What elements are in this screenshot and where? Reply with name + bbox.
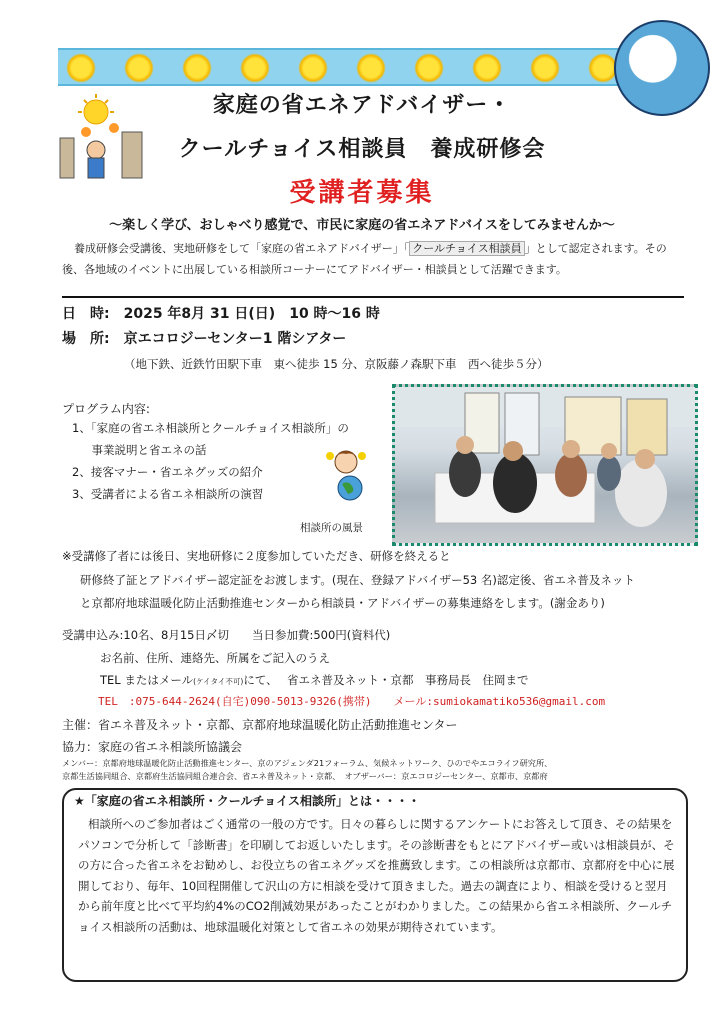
sun-icon bbox=[530, 53, 560, 83]
apply-line-2: お名前、住所、連絡先、所属をご記入のうえ bbox=[100, 651, 330, 665]
program-item: 3、受講者による省エネ相談所の演習 bbox=[72, 487, 264, 501]
title-line-1: 家庭の省エネアドバイザー・ bbox=[212, 93, 512, 118]
sun-icon bbox=[356, 53, 386, 83]
highlight-term: クールチョイス相談員 bbox=[409, 241, 524, 256]
access-info: （地下鉄、近鉄竹田駅下車 東へ徒歩 15 分、京阪藤ノ森駅下車 西へ徒歩５分） bbox=[124, 357, 549, 371]
sun-icon bbox=[182, 53, 212, 83]
subtitle: ～楽しく学び、おしゃべり感覚で、市民に家庭の省エネアドバイスをしてみませんか～ bbox=[109, 218, 615, 233]
event-date: 日 時: 2025 年8月 31 日(日) 10 時～16 時 bbox=[62, 306, 380, 322]
title-line-2: クールチョイス相談員 養成研修会 bbox=[178, 137, 546, 162]
member-line-1: メンバー：京都府地球温暖化防止活動推進センター、京のアジェンダ21フォーラム、気候ネットワーク、ひのでやエコライフ研究所、 bbox=[62, 758, 553, 768]
intro-paragraph: 養成研修会受講後、実地研修をして「家庭の省エネアドバイザー」「 クールチョイス相談員 」として認定されます。その後、各地域のイベントに出展している相談所コーナーにてアドバイザー・相談員として活躍できます。 bbox=[62, 242, 667, 276]
note-line-3: と京都府地球温暖化防止活動推進センターから相談員・アドバイザーの募集連絡をします。(謝金あり) bbox=[80, 596, 605, 610]
program-item: 2、接客マナー・省エネグッズの紹介 bbox=[72, 465, 263, 479]
sun-icon bbox=[472, 53, 502, 83]
info-box-body: 相談所へのご参加者はごく通常の一般の方です。日々の暮らしに関するアンケートにお答えして頂き、その結果をパソコンで分析して「診断書」を印刷してお返しいたします。その診断書をもとにアドバイザー或いは相談員が、その方に合った省エネをお勧めし、お役立ちの省エネグッズを推薦致します。この相談所は京都市、京都府を中心に展開しており、毎年、10回程開催して沢山の方に相談を受けて頂きました。過去の調査により、相談を受けると翌月から前年度と比べて平均約4%のCO2削減効果があったことがわかりました。この結果から省エネ相談所、クールチョイス相談所の活動は、地球温暖化対策として省エネの効果が期待されています。 bbox=[78, 817, 675, 934]
child-globe-illustration bbox=[322, 446, 376, 502]
sun-icon bbox=[124, 53, 154, 83]
sun-icon bbox=[298, 53, 328, 83]
email-link[interactable]: メール:sumiokamatiko536@gmail.com bbox=[393, 695, 606, 708]
photo-caption: 相談所の風景 bbox=[300, 522, 363, 534]
sun-icon bbox=[414, 53, 444, 83]
note-line-1: ※受講修了者には後日、実地研修に２度参加していただき、研修を終えると bbox=[62, 549, 451, 563]
sun-icon bbox=[66, 53, 96, 83]
program-title: プログラム内容: bbox=[62, 402, 150, 416]
program-item: 1、「家庭の省エネ相談所とクールチョイス相談所」の bbox=[72, 421, 349, 435]
consultation-photo bbox=[392, 384, 698, 546]
member-line-2: 京都生活協同組合、京都府生活協同組合連合会、省エネ普及ネット・京都、 オブザーバー：京エコロジーセンター、京都市、京都府 bbox=[62, 771, 548, 781]
sun-icon bbox=[240, 53, 270, 83]
note-line-2: 研修終了証とアドバイザー認定証をお渡します。(現在、登録アドバイザー53 名)認定後、省エネ普及ネット bbox=[80, 573, 635, 587]
contact-line bbox=[98, 693, 605, 709]
coop-orgs: 協力：家庭の省エネ相談所協議会 bbox=[62, 740, 243, 754]
apply-line-3: TEL またはメール(ケイタイ不可)にて、 省エネ普及ネット・京都 事務局長 住岡まで bbox=[100, 673, 529, 687]
recruit-heading: 受講者募集 bbox=[289, 178, 435, 208]
info-box-title: ★「家庭の省エネ相談所・クールチョイス相談所」とは・・・・ bbox=[74, 794, 421, 808]
tel-number[interactable]: TEL :075-644-2624(自宅)090-5013-9326(携帯) bbox=[98, 695, 372, 708]
host-orgs: 主催：省エネ普及ネット・京都、京都府地球温暖化防止活動推進センター bbox=[62, 718, 458, 732]
program-item: 事業説明と省エネの話 bbox=[80, 443, 207, 457]
sun-banner bbox=[58, 48, 654, 86]
divider bbox=[62, 296, 684, 298]
event-place: 場 所: 京エコロジーセンター1 階シアター bbox=[62, 331, 347, 347]
apply-line-1: 受講申込み:10名、8月15日〆切 当日参加費:500円(資料代) bbox=[62, 628, 391, 642]
